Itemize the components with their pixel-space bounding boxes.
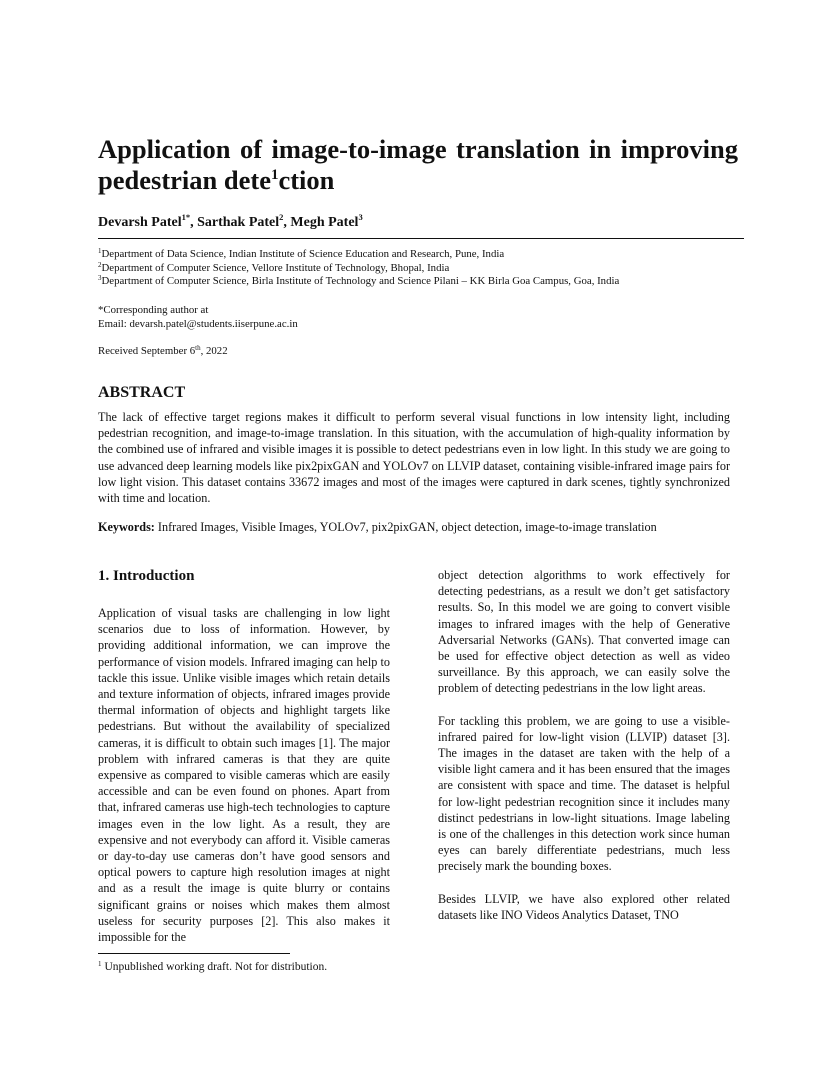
author-name: Sarthak Patel xyxy=(197,215,280,230)
author-mark: 1* xyxy=(181,212,191,222)
corresponding-author xyxy=(98,304,298,332)
footnote-divider xyxy=(98,953,290,954)
author-divider xyxy=(98,238,744,239)
affiliation-item xyxy=(98,262,619,276)
received-date xyxy=(98,345,228,357)
intro-paragraph: object detection algorithms to work effectively for detecting pedestrians, as a result we don’t get satisfactory results. So, In this model we are going to convert visible images to infrared images with the help of Generative Adversarial Networks (GANs). That converted image can be used for effective object detection as well as video surveillance. By this approach, we can easily solve the problem of detecting pedestrians in the low light areas. xyxy=(438,568,730,696)
received-sup: th xyxy=(195,344,201,352)
author-name: Devarsh Patel xyxy=(98,215,182,230)
received-prefix: Received September 6 xyxy=(98,345,196,357)
keywords-text: Infrared Images, Visible Images, YOLOv7, pix2pixGAN, object detection, image-to-image translation xyxy=(154,520,657,534)
left-column xyxy=(98,568,390,945)
title-footnote-mark: 1 xyxy=(270,167,279,183)
footnote xyxy=(98,961,327,973)
intro-paragraph: For tackling this problem, we are going to use a visible-infrared paired for low-light vision (LLVIP) dataset [3]. The images in the dataset are taken with the help of a visible light camera and it has been ensured that the images are consistent with space and time. The dataset is helpful for low-light pedestrian recognition since it includes many distinct pedestrians in low-light situations. Image labeling is one of the challenges in this detection work since human eyes can barely differentiate pedestrians, much less precisely mark the bounding boxes. xyxy=(438,713,730,874)
author-mark: 2 xyxy=(279,212,284,222)
title-text-part1: Application of image-to-image translation in improving pedestrian dete xyxy=(98,134,738,195)
abstract-text: The lack of effective target regions makes it difficult to perform several visual functions in low intensity light, including pedestrian recognition, and image-to-image translation. In this situation, with the accumulation of high-quality information by the combined use of infrared and visible images it is possible to detect pedestrians even in low light. In this study we are going to use advanced deep learning models like pix2pixGAN and YOLOv7 on LLVIP dataset, containing visible-infrared image pairs for low light vision. This dataset contains 33672 images and most of the images were captured in dark scenes, tightly synchronized with time and location. xyxy=(98,410,730,506)
affiliation-item xyxy=(98,248,619,262)
abstract-heading: ABSTRACT xyxy=(98,384,186,401)
affiliation-mark: 3 xyxy=(98,274,102,283)
author-list: Devarsh Patel$^{1*}$, Sarthak Patel$^2$, Megh Patel$^3$ xyxy=(98,212,363,230)
intro-paragraph: Besides LLVIP, we have also explored other related datasets like INO Videos Analytics Dataset, TNO xyxy=(438,891,730,922)
affiliation-text: Department of Computer Science, Birla Institute of Technology and Science Pilani – KK Birla Goa Campus, Goa, India xyxy=(101,275,620,288)
section-heading-introduction: 1. Introduction xyxy=(98,568,195,584)
received-suffix: , 2022 xyxy=(200,345,228,357)
affiliation-mark: 2 xyxy=(98,260,102,269)
affiliation-item xyxy=(98,275,619,289)
affiliation-mark: 1 xyxy=(98,247,102,255)
corresponding-email: Email: devarsh.patel@students.iiserpune.ac.in xyxy=(98,317,298,330)
affiliation-text: Department of Computer Science, Vellore Institute of Technology, Bhopal, India xyxy=(101,261,450,274)
author-mark: 3 xyxy=(358,212,363,222)
title-text-part2: ction xyxy=(278,165,335,195)
paper-title xyxy=(98,134,738,196)
keywords xyxy=(98,520,738,535)
right-column xyxy=(438,567,730,923)
footnote-text: Unpublished working draft. Not for distribution. xyxy=(104,961,328,973)
footnote-mark: 1 xyxy=(98,960,102,968)
keywords-label: Keywords: xyxy=(98,520,155,534)
affiliation-list xyxy=(98,248,619,289)
author-name: Megh Patel xyxy=(290,215,359,230)
corresponding-label: *Corresponding author at xyxy=(98,304,209,316)
intro-paragraph: Application of visual tasks are challenging in low light scenarios due to loss of information. However, by providing additional information, we can improve the performance of vision models. Infrared imaging can help to tackle this issue. Unlike visible images which retain details and texture information of objects, infrared images provide thermal information of objects and highlight targets like pedestrians. But without the availability of specialized cameras, it is difficult to obtain such images [1]. The major problem with infrared cameras is that they are quite expensive as compared to visible cameras which are easily accessible and can be even found on phones. Apart from that, infrared cameras use high-tech technologies to capture images even in the low light. As a result, they are expensive and not everybody can afford it. Visible cameras or day-to-day use cameras don’t have good sensors and optical powers to capture high resolution images at night and as a result the image is quite blurry or contains significant grains or noises which makes them almost useless for security purposes [2]. This also makes it impossible for the xyxy=(98,606,390,945)
affiliation-text: Department of Data Science, Indian Institute of Science Education and Research, Pune, India xyxy=(101,248,505,260)
